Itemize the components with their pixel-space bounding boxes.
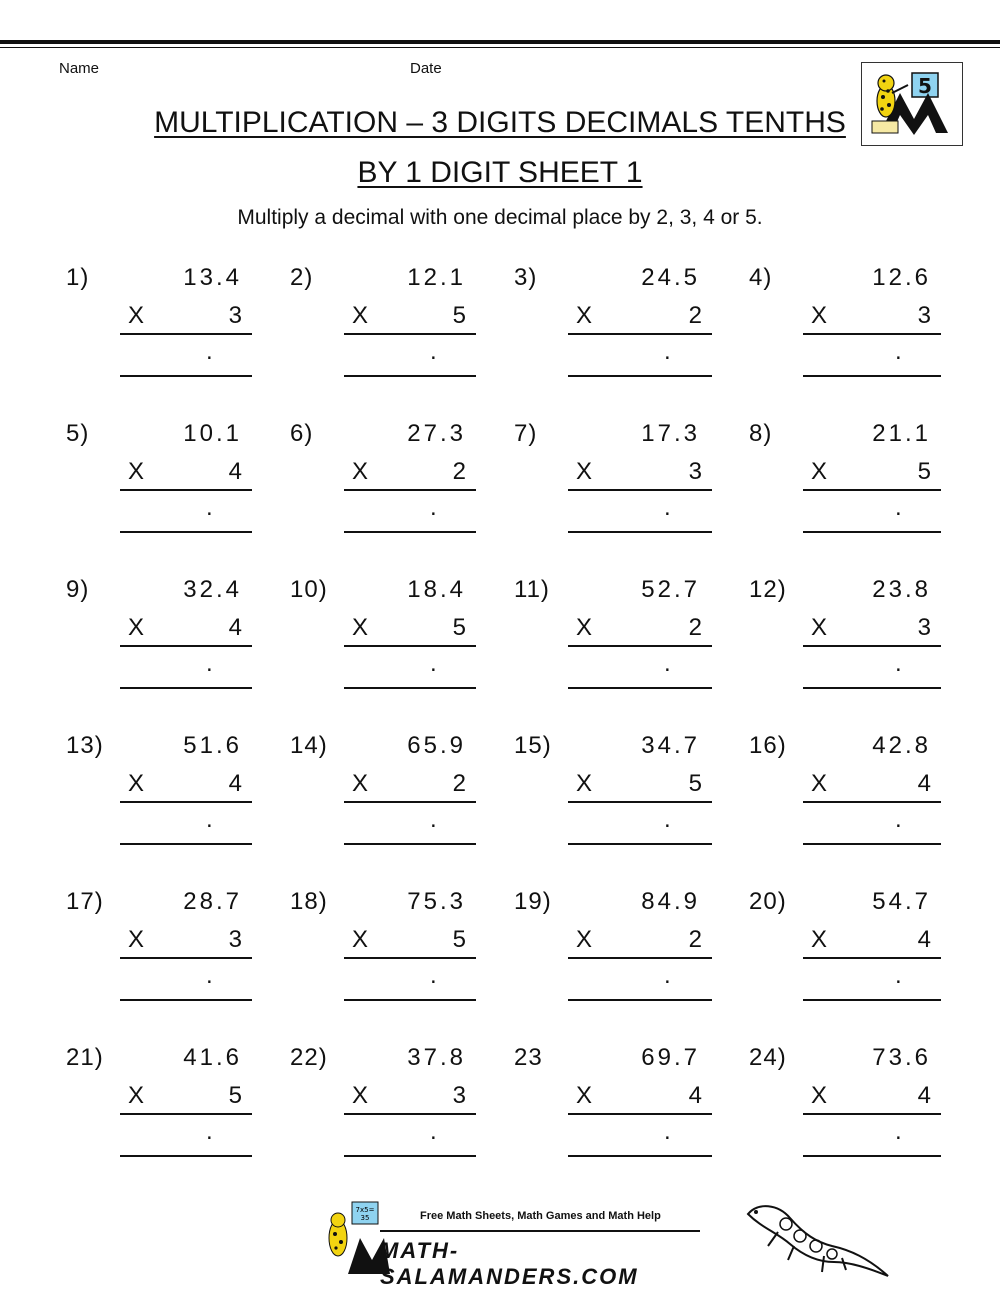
multiplicand: 34.7	[641, 732, 700, 759]
answer-line[interactable]	[344, 375, 476, 377]
operation-rule	[803, 1113, 941, 1115]
decimal-point: .	[206, 494, 213, 521]
multiplier: 3	[228, 926, 242, 953]
times-sign: X	[811, 926, 828, 953]
decimal-point: .	[430, 650, 437, 677]
problem-number: 5)	[66, 420, 90, 447]
problem-item	[514, 414, 734, 554]
problem-number: 14)	[290, 732, 328, 759]
multiplicand: 51.6	[183, 732, 242, 759]
times-sign: X	[352, 926, 369, 953]
problem-item	[514, 258, 734, 398]
problem-number: 21)	[66, 1044, 104, 1071]
operation-rule	[344, 645, 476, 647]
multiplicand: 37.8	[407, 1044, 466, 1071]
times-sign: X	[352, 458, 369, 485]
problem-number: 4)	[749, 264, 773, 291]
multiplicand: 12.6	[872, 264, 931, 291]
answer-line[interactable]	[568, 531, 712, 533]
times-sign: X	[576, 926, 593, 953]
operation-rule	[803, 489, 941, 491]
problem-number: 2)	[290, 264, 314, 291]
answer-line[interactable]	[120, 843, 252, 845]
multiplier: 2	[688, 302, 702, 329]
problem-number: 7)	[514, 420, 538, 447]
problem-item	[749, 726, 969, 866]
decimal-point: .	[895, 962, 902, 989]
multiplicand: 27.3	[407, 420, 466, 447]
answer-line[interactable]	[803, 375, 941, 377]
times-sign: X	[576, 1082, 593, 1109]
multiplier: 4	[688, 1082, 702, 1109]
problem-item	[749, 258, 969, 398]
answer-line[interactable]	[344, 1155, 476, 1157]
operation-rule	[568, 645, 712, 647]
times-sign: X	[128, 458, 145, 485]
answer-line[interactable]	[803, 843, 941, 845]
decimal-point: .	[895, 338, 902, 365]
answer-line[interactable]	[803, 1155, 941, 1157]
answer-line[interactable]	[120, 375, 252, 377]
multiplicand: 42.8	[872, 732, 931, 759]
multiplicand: 54.7	[872, 888, 931, 915]
problem-item	[749, 570, 969, 710]
footer	[320, 1198, 710, 1289]
problem-number: 23	[514, 1044, 543, 1071]
decimal-point: .	[664, 650, 671, 677]
decimal-point: .	[664, 1118, 671, 1145]
multiplicand: 24.5	[641, 264, 700, 291]
times-sign: X	[352, 770, 369, 797]
operation-rule	[120, 489, 252, 491]
problem-number: 17)	[66, 888, 104, 915]
answer-line[interactable]	[120, 531, 252, 533]
page-subtitle: BY 1 DIGIT SHEET 1	[357, 156, 643, 189]
multiplicand: 73.6	[872, 1044, 931, 1071]
problem-item	[66, 1038, 286, 1178]
problem-number: 16)	[749, 732, 787, 759]
page-title: MULTIPLICATION – 3 DIGITS DECIMALS TENTHS	[154, 106, 846, 139]
grade-badge: 5	[918, 74, 932, 98]
multiplicand: 17.3	[641, 420, 700, 447]
operation-rule	[568, 489, 712, 491]
multiplicand: 23.8	[872, 576, 931, 603]
problem-number: 22)	[290, 1044, 328, 1071]
multiplicand: 69.7	[641, 1044, 700, 1071]
answer-line[interactable]	[568, 687, 712, 689]
times-sign: X	[128, 770, 145, 797]
multiplier: 2	[452, 458, 466, 485]
operation-rule	[120, 957, 252, 959]
decimal-point: .	[895, 1118, 902, 1145]
multiplicand: 32.4	[183, 576, 242, 603]
problem-item	[749, 414, 969, 554]
times-sign: X	[128, 302, 145, 329]
decimal-point: .	[664, 962, 671, 989]
top-rule-thin	[0, 47, 1000, 48]
operation-rule	[120, 1113, 252, 1115]
problem-number: 15)	[514, 732, 552, 759]
decimal-point: .	[895, 650, 902, 677]
answer-line[interactable]	[568, 1155, 712, 1157]
times-sign: X	[576, 302, 593, 329]
problem-number: 24)	[749, 1044, 787, 1071]
times-sign: X	[811, 302, 828, 329]
date-label: Date	[410, 60, 442, 77]
operation-rule	[568, 1113, 712, 1115]
decimal-point: .	[206, 806, 213, 833]
answer-line[interactable]	[803, 687, 941, 689]
problem-number: 1)	[66, 264, 90, 291]
problem-number: 6)	[290, 420, 314, 447]
operation-rule	[120, 333, 252, 335]
decimal-point: .	[430, 494, 437, 521]
decimal-point: .	[206, 650, 213, 677]
multiplier: 4	[917, 770, 931, 797]
decimal-point: .	[206, 338, 213, 365]
problem-item	[514, 726, 734, 866]
footer-rule	[380, 1230, 700, 1232]
multiplicand: 10.1	[183, 420, 242, 447]
footer-tagline: Free Math Sheets, Math Games and Math Help	[420, 1210, 661, 1222]
operation-rule	[344, 489, 476, 491]
multiplier: 3	[452, 1082, 466, 1109]
operation-rule	[120, 801, 252, 803]
answer-line[interactable]	[568, 843, 712, 845]
problem-item	[66, 570, 286, 710]
operation-rule	[344, 801, 476, 803]
operation-rule	[803, 801, 941, 803]
times-sign: X	[811, 770, 828, 797]
problem-item	[66, 414, 286, 554]
times-sign: X	[576, 770, 593, 797]
multiplier: 2	[688, 614, 702, 641]
multiplier: 4	[228, 458, 242, 485]
multiplicand: 18.4	[407, 576, 466, 603]
problem-item	[66, 882, 286, 1022]
problem-number: 12)	[749, 576, 787, 603]
multiplier: 5	[452, 926, 466, 953]
multiplicand: 21.1	[872, 420, 931, 447]
times-sign: X	[128, 926, 145, 953]
multiplicand: 65.9	[407, 732, 466, 759]
answer-line[interactable]	[568, 999, 712, 1001]
multiplicand: 13.4	[183, 264, 242, 291]
decimal-point: .	[430, 1118, 437, 1145]
times-sign: X	[352, 614, 369, 641]
multiplier: 4	[917, 926, 931, 953]
footer-badge-line2: 35	[360, 1214, 370, 1222]
multiplier: 4	[917, 1082, 931, 1109]
times-sign: X	[128, 614, 145, 641]
problem-number: 11)	[514, 576, 550, 603]
answer-line[interactable]	[803, 999, 941, 1001]
times-sign: X	[576, 458, 593, 485]
problem-item	[514, 882, 734, 1022]
problem-item	[749, 882, 969, 1022]
decimal-point: .	[664, 338, 671, 365]
multiplier: 5	[688, 770, 702, 797]
problem-item	[290, 1038, 510, 1178]
footer-badge-line1: 7x5=	[355, 1206, 375, 1214]
answer-line[interactable]	[344, 843, 476, 845]
problem-item	[290, 570, 510, 710]
times-sign: X	[811, 458, 828, 485]
problem-item	[290, 726, 510, 866]
multiplier: 5	[228, 1082, 242, 1109]
multiplier: 4	[228, 770, 242, 797]
multiplier: 3	[688, 458, 702, 485]
problem-item	[290, 882, 510, 1022]
times-sign: X	[128, 1082, 145, 1109]
salamander-logo-icon	[861, 62, 963, 146]
multiplicand: 41.6	[183, 1044, 242, 1071]
operation-rule	[803, 333, 941, 335]
multiplicand: 75.3	[407, 888, 466, 915]
problem-number: 20)	[749, 888, 787, 915]
operation-rule	[568, 333, 712, 335]
multiplier: 2	[452, 770, 466, 797]
multiplicand: 84.9	[641, 888, 700, 915]
multiplicand: 52.7	[641, 576, 700, 603]
times-sign: X	[576, 614, 593, 641]
operation-rule	[344, 957, 476, 959]
answer-line[interactable]	[344, 531, 476, 533]
operation-rule	[568, 801, 712, 803]
problem-item	[66, 258, 286, 398]
decimal-point: .	[430, 338, 437, 365]
problem-number: 13)	[66, 732, 104, 759]
instructions: Multiply a decimal with one decimal place by 2, 3, 4 or 5.	[237, 206, 763, 229]
answer-line[interactable]	[344, 999, 476, 1001]
multiplier: 3	[228, 302, 242, 329]
multiplier: 3	[917, 614, 931, 641]
multiplicand: 28.7	[183, 888, 242, 915]
answer-line[interactable]	[568, 375, 712, 377]
top-rule	[0, 40, 1000, 44]
answer-line[interactable]	[803, 531, 941, 533]
problem-item	[66, 726, 286, 866]
decimal-point: .	[430, 962, 437, 989]
decimal-point: .	[664, 806, 671, 833]
salamander-icon	[738, 1196, 894, 1290]
problem-number: 3)	[514, 264, 538, 291]
problem-number: 9)	[66, 576, 90, 603]
problem-number: 10)	[290, 576, 328, 603]
times-sign: X	[352, 1082, 369, 1109]
decimal-point: .	[895, 494, 902, 521]
multiplier: 2	[688, 926, 702, 953]
problem-item	[514, 570, 734, 710]
multiplicand: 12.1	[407, 264, 466, 291]
multiplier: 4	[228, 614, 242, 641]
problem-number: 19)	[514, 888, 552, 915]
footer-site: MATH-SALAMANDERS.COM	[380, 1238, 639, 1289]
multiplier: 5	[917, 458, 931, 485]
decimal-point: .	[664, 494, 671, 521]
problem-item	[749, 1038, 969, 1178]
operation-rule	[803, 645, 941, 647]
problem-item	[290, 258, 510, 398]
decimal-point: .	[430, 806, 437, 833]
operation-rule	[344, 1113, 476, 1115]
times-sign: X	[811, 1082, 828, 1109]
answer-line[interactable]	[120, 1155, 252, 1157]
problem-item	[514, 1038, 734, 1178]
times-sign: X	[811, 614, 828, 641]
decimal-point: .	[206, 962, 213, 989]
answer-line[interactable]	[120, 999, 252, 1001]
answer-line[interactable]	[120, 687, 252, 689]
name-label: Name	[59, 60, 100, 77]
decimal-point: .	[206, 1118, 213, 1145]
problem-item	[290, 414, 510, 554]
answer-line[interactable]	[344, 687, 476, 689]
problem-number: 8)	[749, 420, 773, 447]
operation-rule	[120, 645, 252, 647]
operation-rule	[344, 333, 476, 335]
multiplier: 3	[917, 302, 931, 329]
multiplier: 5	[452, 302, 466, 329]
problem-number: 18)	[290, 888, 328, 915]
decimal-point: .	[895, 806, 902, 833]
operation-rule	[803, 957, 941, 959]
times-sign: X	[352, 302, 369, 329]
operation-rule	[568, 957, 712, 959]
multiplier: 5	[452, 614, 466, 641]
